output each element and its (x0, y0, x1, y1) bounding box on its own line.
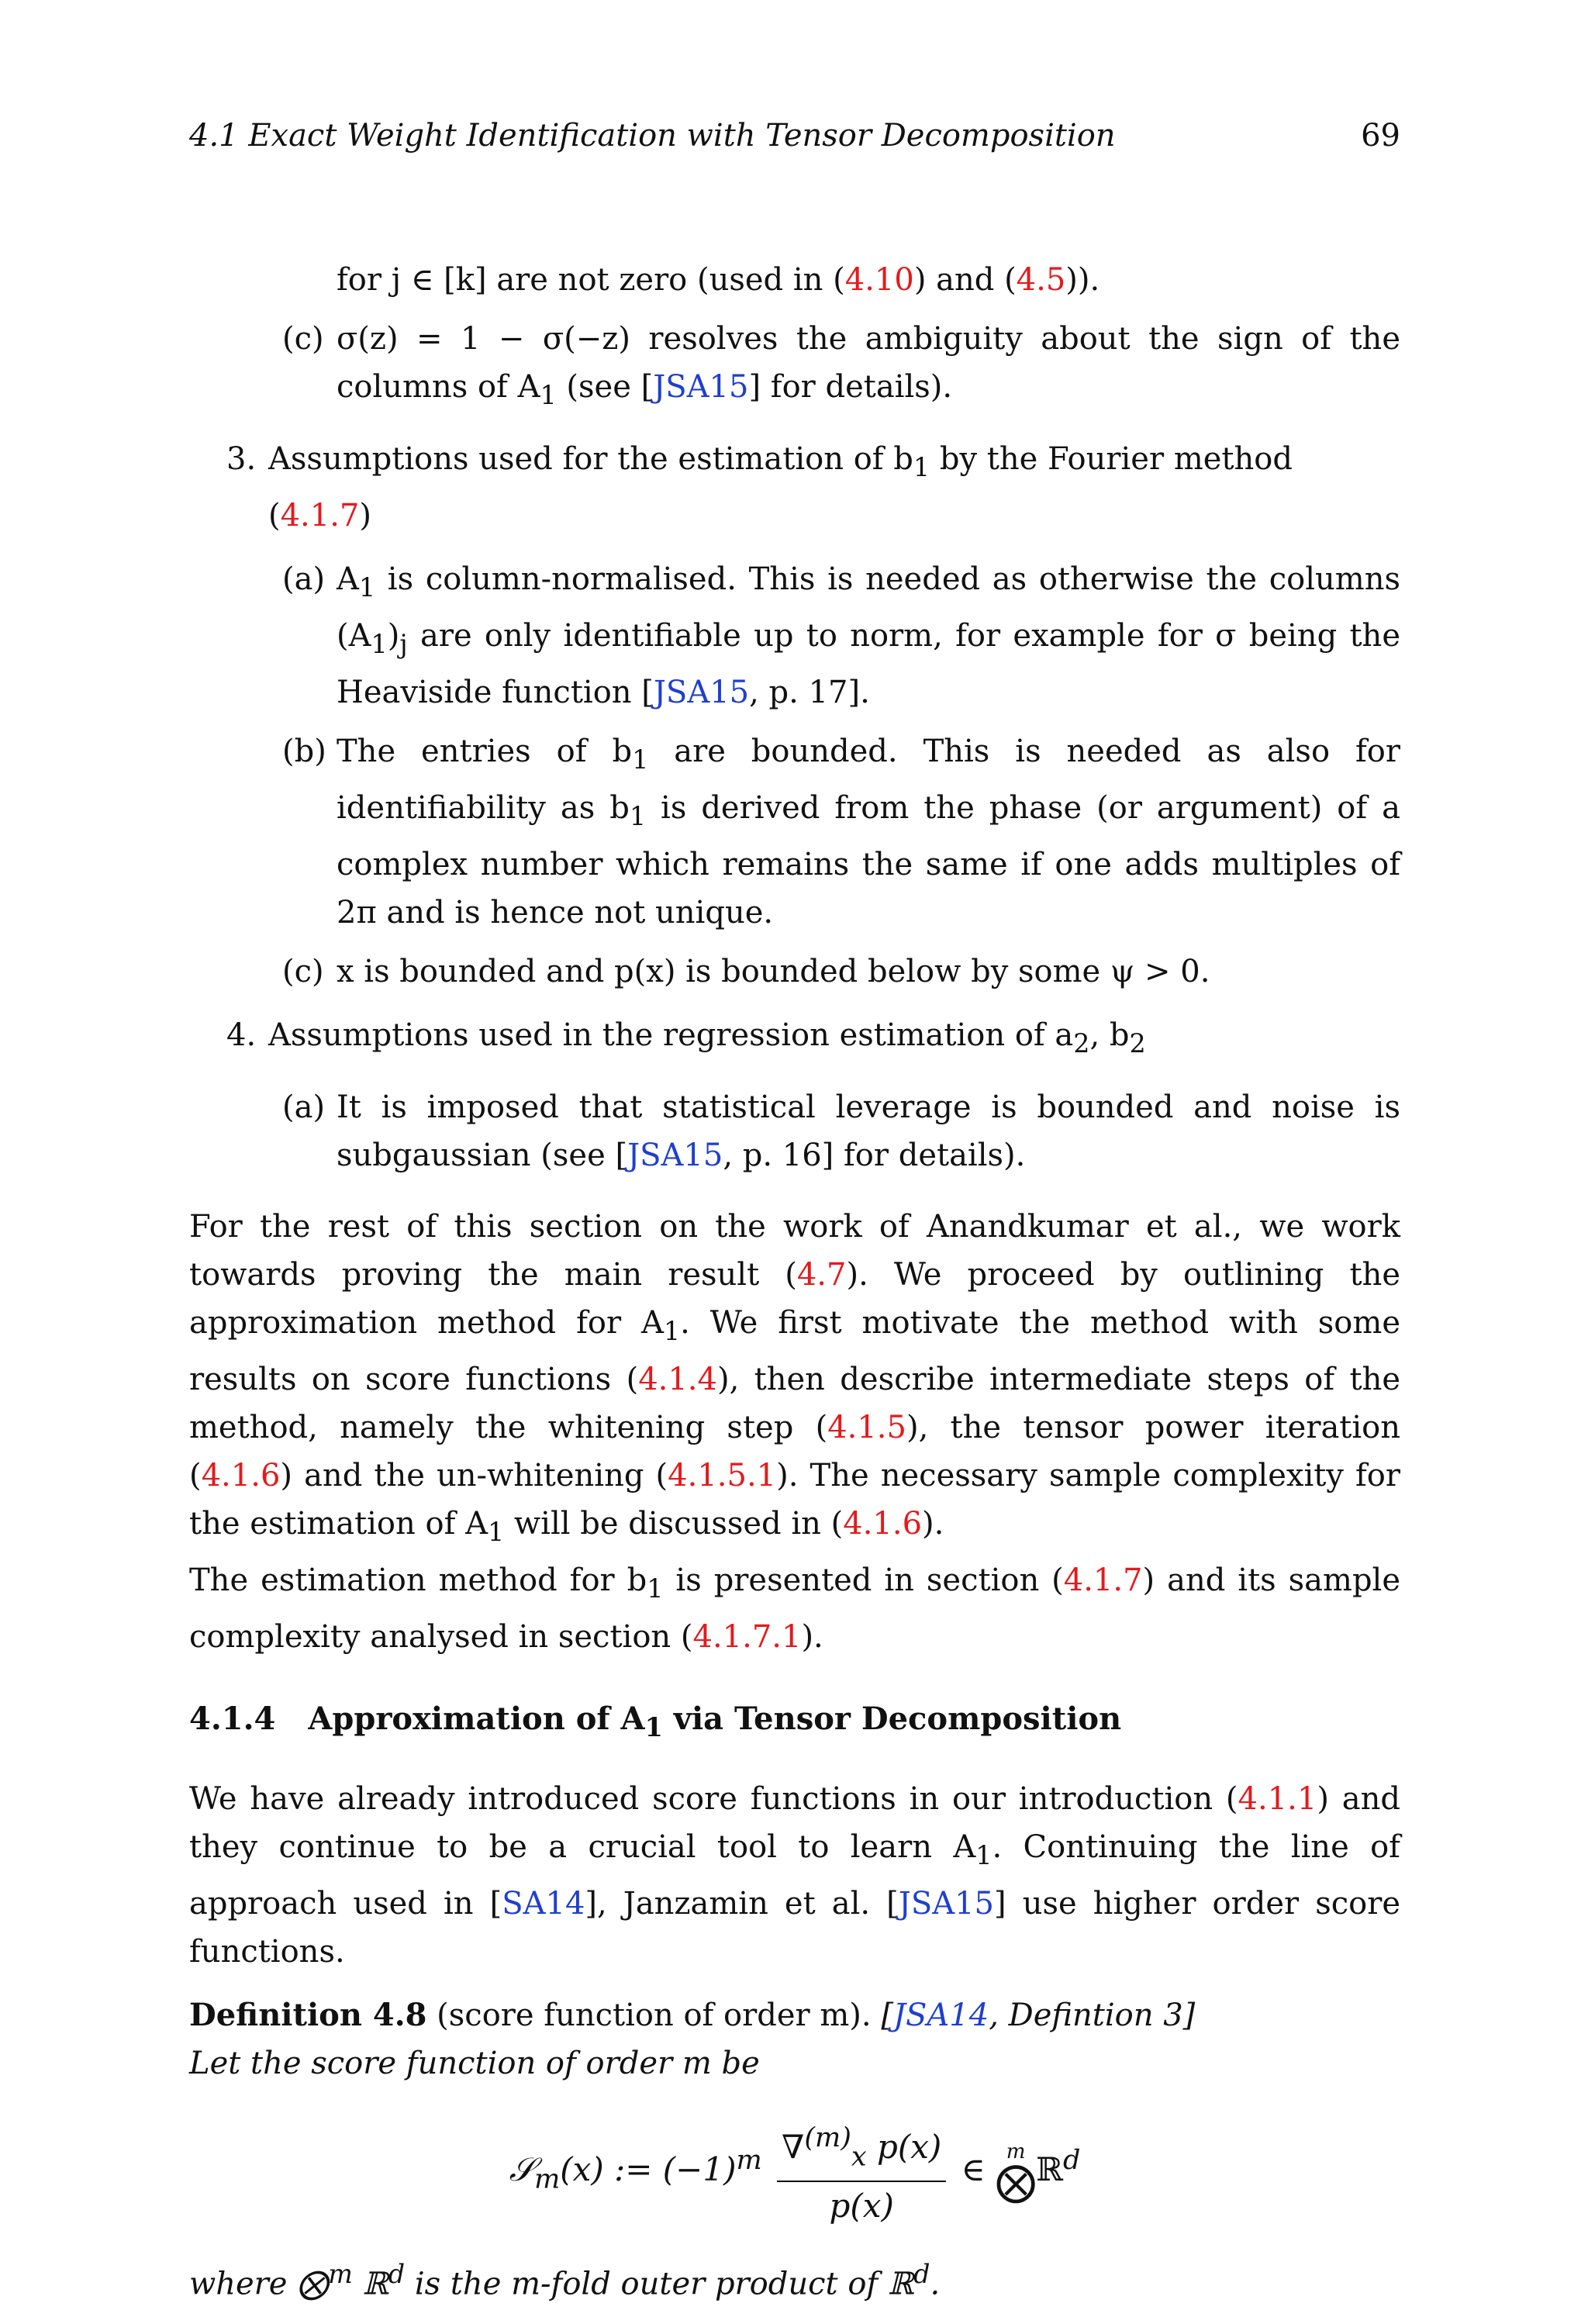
citation-link[interactable]: JSA15 (627, 1138, 723, 1173)
section-heading (189, 1695, 1400, 1752)
paragraph: The estimation method for $b_1$ is presented in section (4.1.7) and its sample complexity analysed in section (4.1.7.1). (189, 1563, 1401, 1655)
citation-link[interactable]: SA14 (502, 1886, 585, 1922)
ref-link[interactable]: 4.1.7 (1063, 1563, 1143, 1598)
ref-link[interactable]: 4.1.1 (1238, 1781, 1317, 1817)
paragraph: We have already introduced score functions in our introduction (4.1.1) and they continue to be a crucial tool to learn $A_1$. Continuing the line of approach used in [SA14], Janzamin et al. [JSA15] use higher order score functions. (189, 1781, 1400, 1970)
definition: Definition 4.8 (score function of order m). [JSA14, Defintion 3] Let the score function of order m be (189, 1997, 1196, 2081)
ref-link[interactable]: 4.1.4 (638, 1362, 717, 1397)
definition-label: Definition 4.8 (189, 1997, 427, 2033)
section-number: 4.1.4 (189, 1701, 276, 1737)
citation-link[interactable]: JSA15 (898, 1886, 995, 1922)
ref-link[interactable]: 4.1.5 (827, 1410, 906, 1445)
list-item: (a) $A_1$ is column-normalised. This is needed as otherwise the columns $(A_1)_j$ are only identifiable up to norm, for example for σ being the Heaviside function [JSA15, p. 17]. (282, 561, 1400, 710)
ref-link[interactable]: 4.5 (1016, 262, 1066, 298)
citation-link[interactable]: JSA15 (653, 369, 749, 405)
citation-link[interactable]: JSA14 (892, 1998, 989, 2033)
ref-link[interactable]: 4.1.5.1 (668, 1458, 777, 1494)
fraction: $\frac{\nabla^{(m)}_x p(x)}{p(x)}$ (777, 2114, 946, 2230)
ref-link[interactable]: 4.1.6 (201, 1458, 281, 1494)
list-item: (c) x is bounded and p(x) is bounded below by some ψ > 0. (282, 954, 1210, 989)
ref-link[interactable]: 4.10 (844, 262, 914, 298)
ref-link[interactable]: 4.1.7.1 (692, 1619, 802, 1655)
list-item: (a) It is imposed that statistical leverage is bounded and noise is subgaussian (see [JSA15, p. 16] for details). (282, 1089, 1400, 1173)
continued-line: for j ∈ [k] are not zero (used in (4.10) and (4.5)). (337, 262, 1100, 298)
page-body (189, 256, 1400, 2324)
list-item: (c) σ(z) = 1 − σ(−z) resolves the ambiguity about the sign of the columns of $A_1$ (see [JSA15] for details). (282, 321, 1400, 410)
section-title: Approximation of $A_1$ via Tensor Decomposition (308, 1701, 1122, 1742)
equation: 𝒮$_m$(x) := $(-1)^m$ $\frac{\nabla^{(m)}_x p(x)}{p(x)}$ ∈ m ⨂ ℝ$^d$ (189, 2114, 1400, 2230)
citation-link[interactable]: JSA15 (653, 675, 750, 710)
list-item: 3. Assumptions used for the estimation of $b_1$ by the Fourier method (4.1.7) (226, 441, 1293, 534)
page-number: 69 (1361, 118, 1400, 154)
paragraph: where ⨂$^m$ ℝ$^d$ is the m-fold outer product of ℝ$^d$. (189, 2259, 941, 2302)
list-item: 4. Assumptions used in the regression estimation of $a_2$, $b_2$ (226, 1017, 1146, 1058)
running-header (189, 118, 1400, 154)
paragraph: For the rest of this section on the work of Anandkumar et al., we work towards proving the main result (4.7). We proceed by outlining the approximation method for $A_1$. We first motivate the method with some results on score functions (4.1.4), then describe intermediate steps of the method, namely the whitening step (4.1.5), the tensor power iteration (4.1.6) and the un-whitening (4.1.5.1). The necessary sample complexity for the estimation of $A_1$ will be discussed in (4.1.6). (189, 1209, 1401, 1547)
header-section-title: 4.1 Exact Weight Identification with Tensor Decomposition (189, 118, 1116, 154)
ref-link[interactable]: 4.1.6 (843, 1506, 923, 1542)
list-item: (b) The entries of $b_1$ are bounded. This is needed as also for identifiability as $b_1$ is derived from the phase (or argument) of a complex number which remains the same if one adds multiples of 2π and is hence not unique. (282, 734, 1401, 931)
ref-link[interactable]: 4.7 (796, 1257, 847, 1293)
ref-link[interactable]: 4.1.7 (280, 498, 360, 534)
